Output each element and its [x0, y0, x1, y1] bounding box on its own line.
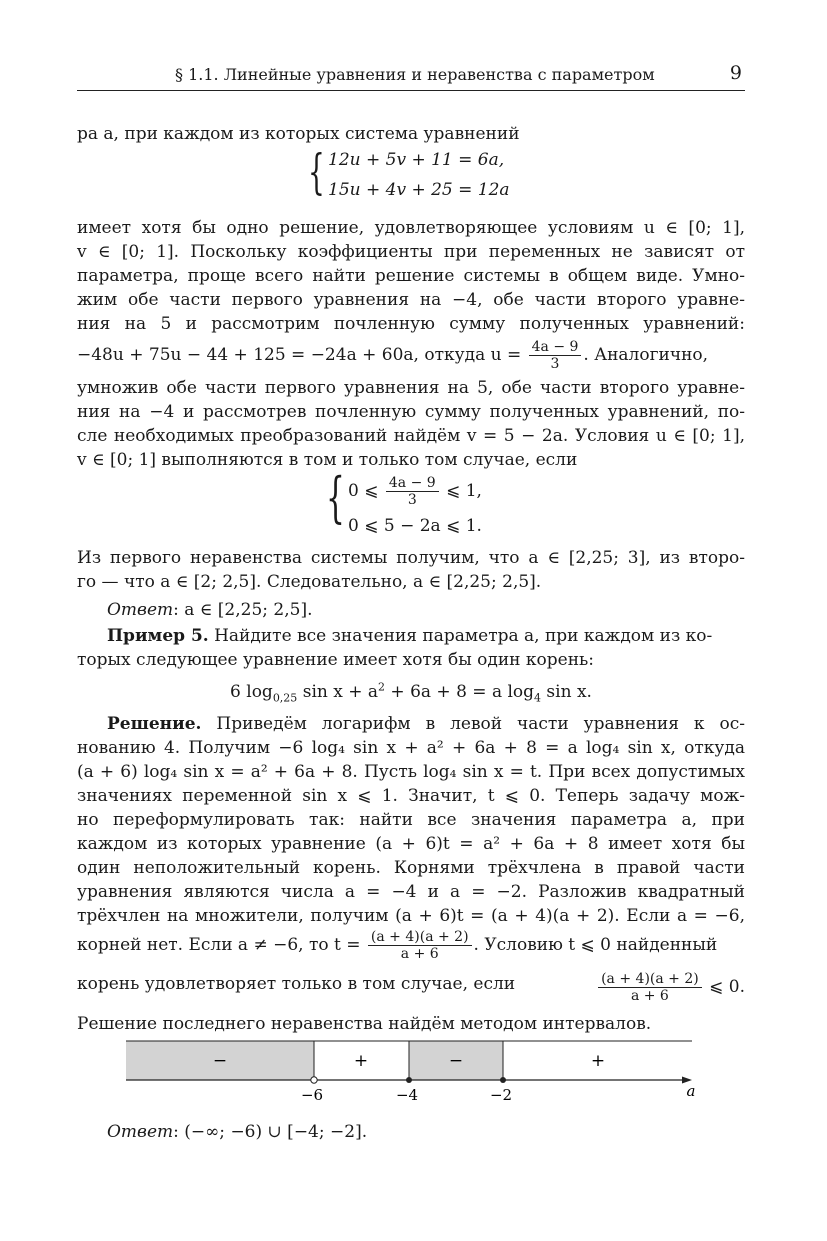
- text-line-with-fraction: [77, 930, 745, 974]
- answer-text: : a ∈ [2,25; 2,5].: [173, 600, 313, 620]
- text-line: (a + 6) log₄ sin x = a² + 6a + 8. Пусть log₄ sin x = t. При всех допустимых: [77, 762, 745, 782]
- point-label: −2: [489, 1086, 513, 1104]
- solution-heading-line: [77, 712, 745, 736]
- text-line: но переформулировать так: найти все значения параметра a, при: [77, 810, 745, 830]
- closed-point: [500, 1077, 506, 1083]
- solution-label: Решение.: [107, 714, 202, 734]
- open-point: [311, 1077, 317, 1083]
- answer-line: [77, 1120, 745, 1144]
- text-segment: ⩽ 1,: [446, 481, 482, 501]
- superscript: 2: [378, 680, 386, 694]
- text-line: v ∈ [0; 1] выполняются в том и только том случае, если: [77, 450, 578, 470]
- text-line: v ∈ [0; 1]. Поскольку коэффициенты при переменных не зависят от: [77, 242, 745, 262]
- answer-label: Ответ: [107, 600, 174, 620]
- answer-text: : (−∞; −6) ∪ [−4; −2].: [173, 1122, 368, 1142]
- text-line: Из первого неравенства системы получим, что a ∈ [2,25; 3], из второ-: [77, 548, 745, 568]
- text-segment: −48u + 75u − 44 + 125 = −24a + 60a, откуда u =: [77, 345, 522, 365]
- page-header: [77, 60, 745, 91]
- text-line-with-fraction: [77, 972, 745, 1016]
- answer-line: [77, 598, 745, 622]
- brace: {: [308, 144, 325, 200]
- sign-label: +: [353, 1051, 369, 1071]
- equation-system-1: [308, 144, 548, 208]
- text-line: ра a, при каждом из которых система уравнений: [77, 124, 520, 144]
- text-line: Решение последнего неравенства найдём методом интервалов.: [77, 1014, 652, 1034]
- answer-label: Ответ: [107, 1122, 174, 1142]
- text-segment: Приведём логарифм в левой части уравнения к ос-: [201, 714, 745, 734]
- text-line-with-fraction: [77, 340, 745, 380]
- text-line: умножив обе части первого уравнения на 5, обе части второго уравне-: [77, 378, 745, 398]
- subscript: 0,25: [272, 691, 298, 705]
- text-line: один неположительный корень. Корнями трёхчлена в правой части: [77, 858, 745, 878]
- fraction-denominator: 3: [407, 492, 417, 508]
- sign-label: +: [590, 1051, 606, 1071]
- fraction-denominator: a + 6: [630, 988, 669, 1004]
- sign-label: −: [448, 1051, 464, 1071]
- text-line: го — что a ∈ [2; 2,5]. Следовательно, a ∈ [2,25; 2,5].: [77, 572, 542, 592]
- text-line: жим обе части первого уравнения на −4, обе части второго уравне-: [77, 290, 745, 310]
- fraction: [529, 340, 582, 371]
- text-line: нованию 4. Получим −6 log₄ sin x + a² + 6a + 8 = a log₄ sin x, откуда: [77, 738, 745, 758]
- text-line: значениях переменной sin x ⩽ 1. Значит, t ⩽ 0. Теперь задачу мож-: [77, 786, 745, 806]
- point-label: −6: [300, 1086, 324, 1104]
- text-line: параметра, проще всего найти решение системы в общем виде. Умно-: [77, 266, 745, 286]
- text-segment: sin x + a: [297, 682, 379, 702]
- text-segment: . Аналогично,: [583, 345, 709, 365]
- text-line: уравнения являются числа a = −4 и a = −2. Разложив квадратный: [77, 882, 745, 902]
- system-inequality: 0 ⩽ 5 − 2a ⩽ 1.: [348, 516, 482, 536]
- text-segment: sin x.: [541, 682, 592, 702]
- system-equation: 15u + 4v + 25 = 12a: [328, 180, 510, 200]
- inequality-system: [326, 466, 526, 542]
- text-line: каждом из которых уравнение (a + 6)t = a² + 6a + 8 имеет хотя бы: [77, 834, 745, 854]
- text-line: ния на 5 и рассмотрим почленную сумму полученных уравнений:: [77, 314, 745, 334]
- example-label: Пример 5.: [107, 626, 209, 646]
- fraction-group: [596, 972, 745, 1003]
- section-title: § 1.1. Линейные уравнения и неравенства с параметром: [175, 65, 655, 84]
- text-line: торых следующее уравнение имеет хотя бы один корень:: [77, 650, 595, 670]
- text-segment: Найдите все значения параметра a, при каждом из ко-: [208, 626, 713, 646]
- example-heading-line: [77, 624, 745, 648]
- text-segment: . Условию t ⩽ 0 найденный: [473, 935, 718, 955]
- point-label: −4: [395, 1086, 419, 1104]
- text-segment: корней нет. Если a ≠ −6, то t =: [77, 935, 361, 955]
- text-segment: 6 log: [230, 682, 273, 702]
- closed-point: [406, 1077, 412, 1083]
- system-equation: 12u + 5v + 11 = 6a,: [328, 150, 505, 170]
- interval-number-line: [120, 1038, 710, 1104]
- text-line: имеет хотя бы одно решение, удовлетворяющее условиям u ∈ [0; 1],: [77, 218, 745, 238]
- system-inequality: [348, 476, 482, 507]
- text-segment: + 6a + 8 = a log: [385, 682, 535, 702]
- text-segment: 0 ⩽: [348, 481, 379, 501]
- subscript: 4: [534, 691, 542, 705]
- fraction: [386, 476, 439, 507]
- fraction-numerator: (a + 4)(a + 2): [368, 930, 472, 946]
- sign-label: −: [212, 1051, 228, 1071]
- fraction: [598, 972, 702, 1003]
- text-segment: ⩽ 0.: [709, 977, 745, 997]
- fraction-denominator: a + 6: [400, 946, 439, 962]
- brace: {: [326, 466, 345, 529]
- fraction: [368, 930, 472, 961]
- fraction-numerator: 4a − 9: [386, 476, 439, 492]
- page-number: 9: [729, 62, 742, 84]
- text-line: сле необходимых преобразований найдём v = 5 − 2a. Условия u ∈ [0; 1],: [77, 426, 745, 446]
- fraction-numerator: 4a − 9: [529, 340, 582, 356]
- text-line: трёхчлен на множители, получим (a + 6)t = (a + 4)(a + 2). Если a = −6,: [77, 906, 745, 926]
- display-equation: [77, 680, 745, 704]
- text-segment: корень удовлетворяет только в том случае, если: [77, 974, 516, 994]
- axis-label: a: [686, 1082, 696, 1100]
- fraction-numerator: (a + 4)(a + 2): [598, 972, 702, 988]
- fraction-denominator: 3: [550, 356, 560, 372]
- text-line: ния на −4 и рассмотрев почленную сумму полученных уравнений, по-: [77, 402, 745, 422]
